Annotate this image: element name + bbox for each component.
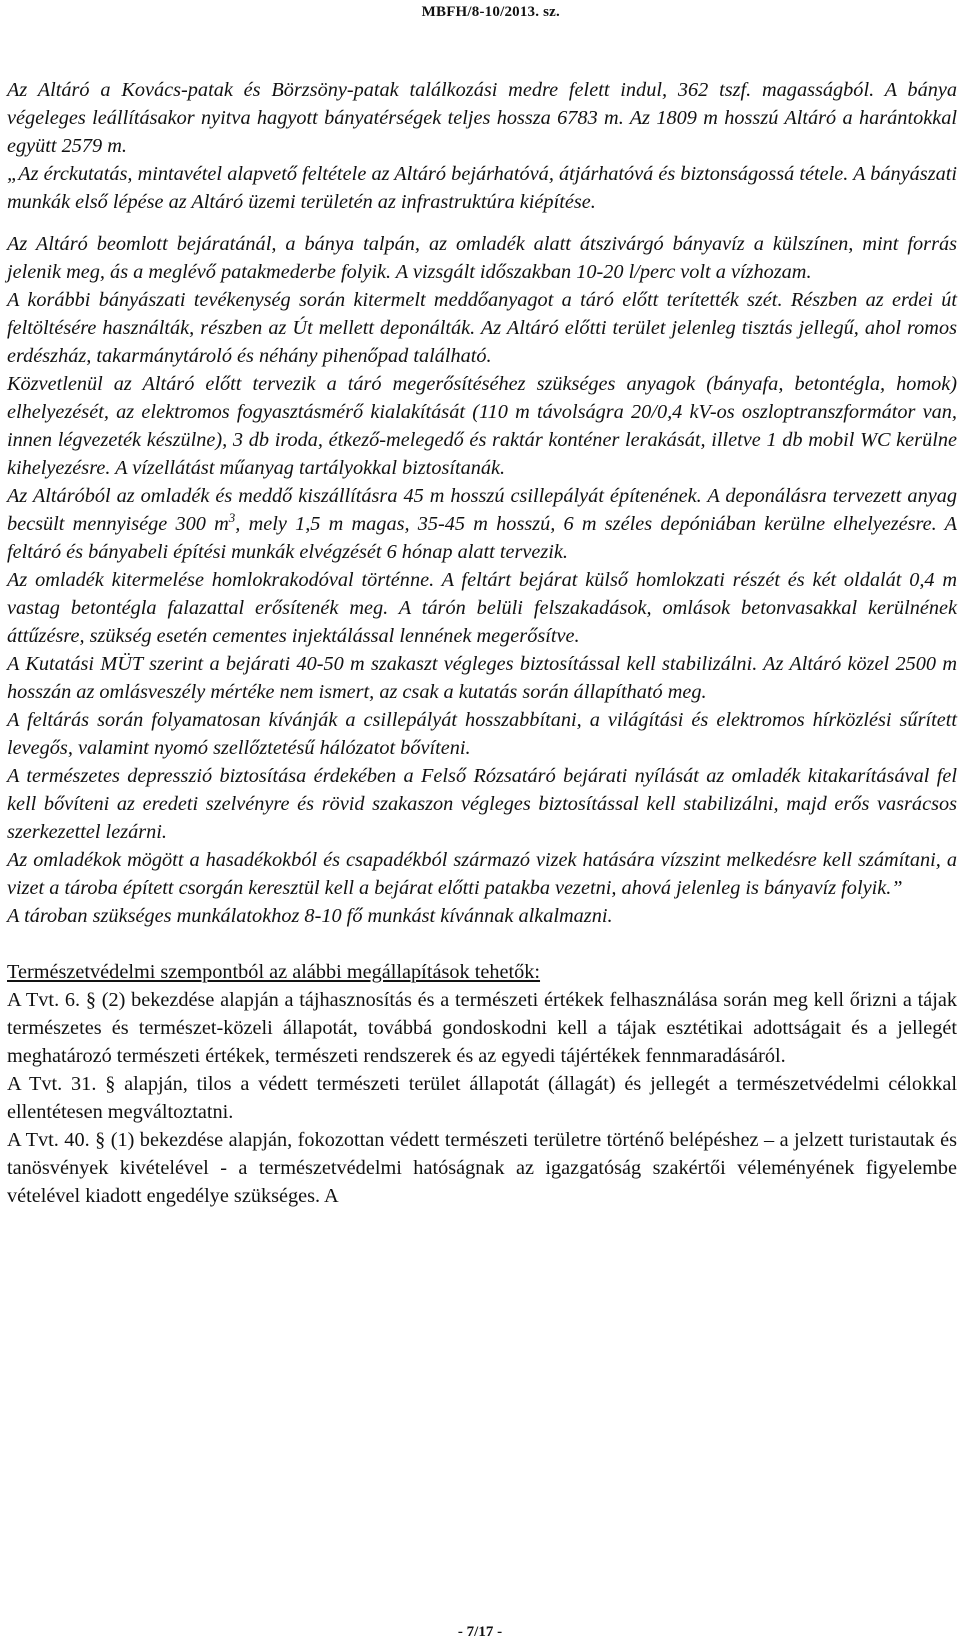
paragraph-stabilization: A Kutatási MÜT szerint a bejárati 40-50 m szakaszt végleges biztosítással kell stabilizálni. Az Altáró közel 2500 m hosszán az omlásveszély mértéke nem ismert, az csak a kutatás során állapítható meg. [7,653,957,703]
paragraph-site-setup: Közvetlenül az Altáró előtt tervezik a táró megerősítéséhez szükséges anyagok (bányafa, betontégla, homok) elhelyezését, az elektromos fogyasztásmérő kialakítását (110 m távolságra 20/0,4 kV-os oszloptranszformátor van, innen légvezeték készülne), 3 db iroda, étkező-melegedő és raktár konténer lerakását, illetve 1 db mobil WC kerülne kihelyezésre. A vízellátást műanyag tartályokkal biztosítanák. [7,373,957,479]
paragraph-water-level: Az omladékok mögött a hasadékokból és csapadékból származó vizek hatására vízszint melkedésre kell számítani, a vizet a tároba épített csorgán keresztül kell a bejárat előtti patakba vezetni, ahová jelenleg is bányavíz folyik.” [7,849,957,899]
paragraph-reinforcement: Az omladék kitermelése homlokrakodóval történne. A feltárt bejárat külső homlokzati részét és két oldalát 0,4 m vastag betontégla falazattal erősítenék meg. A tárón belüli felszakadások, omlások betonvasakkal kerülnének áttűzésre, szükség esetén cementes injektálással lennének megerősítve. [7,569,957,647]
paragraph-infrastructure: „Az érckutatás, mintavétel alapvető feltétele az Altáró bejárhatóvá, átjárhatóvá és biztonságossá tétele. A bányászati munkák első lépése az Altáró üzemi területén az infrastruktúra kiépítése. [7,163,957,213]
law-paragraph-tvt-6: A Tvt. 6. § (2) bekezdése alapján a tájhasznosítás és a természeti értékek felhasználása során meg kell őrizni a tájak természetes és természet-közeli állapotát, továbbá gondoskodni kell a tájak esztétikai adottságait és a jellegét meghatározó természeti értékek, természeti rendszerek és az egyedi tájértékek fennmaradásáról. [7,989,957,1067]
paragraph-mine-water: Az Altáró beomlott bejáratánál, a bánya talpán, az omladék alatt átszivárgó bányavíz a külszínen, mint forrás jelenik meg, ás a meglévő patakmederbe folyik. A vizsgált időszakban 10-20 l/perc volt a vízhozam. [7,233,957,283]
law-paragraph-tvt-40: A Tvt. 40. § (1) bekezdése alapján, fokozottan védett természeti területre történő belépéshez – a jelzett turistautak és tanösvények kivételével - a természetvédelmi hatóságnak az igazgatóság szakértői véleményének figyelembe vételével kiadott engedélye szükséges. A [7,1129,957,1207]
paragraph-spoil: A korábbi bányászati tevékenység során kitermelt meddőanyagot a táró előtt terítették szét. Részben az erdei út feltöltésére használták, részben az Út mellett deponálták. Az Altáró előtti terület jelenleg tisztás jellegű, ahol romos erdészház, takarmánytároló és néhány pihenőpad található. [7,289,957,367]
deposit-unit-exponent: 3 [228,510,236,526]
paragraph-altaro-intro: Az Altáró a Kovács-patak és Börzsöny-patak találkozási medre felett indul, 362 tszf. magasságból. A bánya végeleges leállításakor nyitva hagyott bányatérségek teljes hossza 6783 m. Az 1809 m hosszú Altáró a harántokkal együtt 2579 m. [7,79,957,157]
page-number: - 7/17 - [457,1624,503,1640]
paragraph-deposit [7,482,957,566]
paragraph-depression: A természetes depresszió biztosítása érdekében a Felső Rózsatáró bejárati nyílását az omladék kitakarításával fel kell bővíteni az eredeti szelvényre és rövid szakaszon végleges biztosítással kell stabilizálni, majd erős vasrácsos szerkezettel lezárni. [7,765,957,843]
document-body [7,76,957,1210]
document-reference: MBFH/8-10/2013. sz. [421,4,560,20]
paragraph-extension: A feltárás során folyamatosan kívánják a csillepályát hosszabbítani, a világítási és elektromos hírközlési sűrített levegős, valamint nyomó szellőztetésű hálózatot bővíteni. [7,709,957,759]
deposit-text-start: Az Altáróból az omladék és meddő kiszállításra 45 m hosszú csillepályát építenének. A deponálásra tervezett anyag becsült mennyisége 300 m [7,485,957,535]
law-paragraph-tvt-31: A Tvt. 31. § alapján, tilos a védett természeti terület állapotát (állagát) és jellegét a természetvédelmi célokkal ellentétesen megváltoztatni. [7,1073,957,1123]
paragraph-workforce: A tároban szükséges munkálatokhoz 8-10 fő munkást kívánnak alkalmazni. [7,905,613,927]
deposit-text-end: , mely 1,5 m magas, 35-45 m hosszú, 6 m széles depóniában kerülne elhelyezésre. A feltáró és bányabeli építési munkák elvégzését 6 hónap alatt tervezik. [7,513,957,563]
section-heading: Természetvédelmi szempontból az alábbi megállapítások tehetők: [7,961,541,983]
